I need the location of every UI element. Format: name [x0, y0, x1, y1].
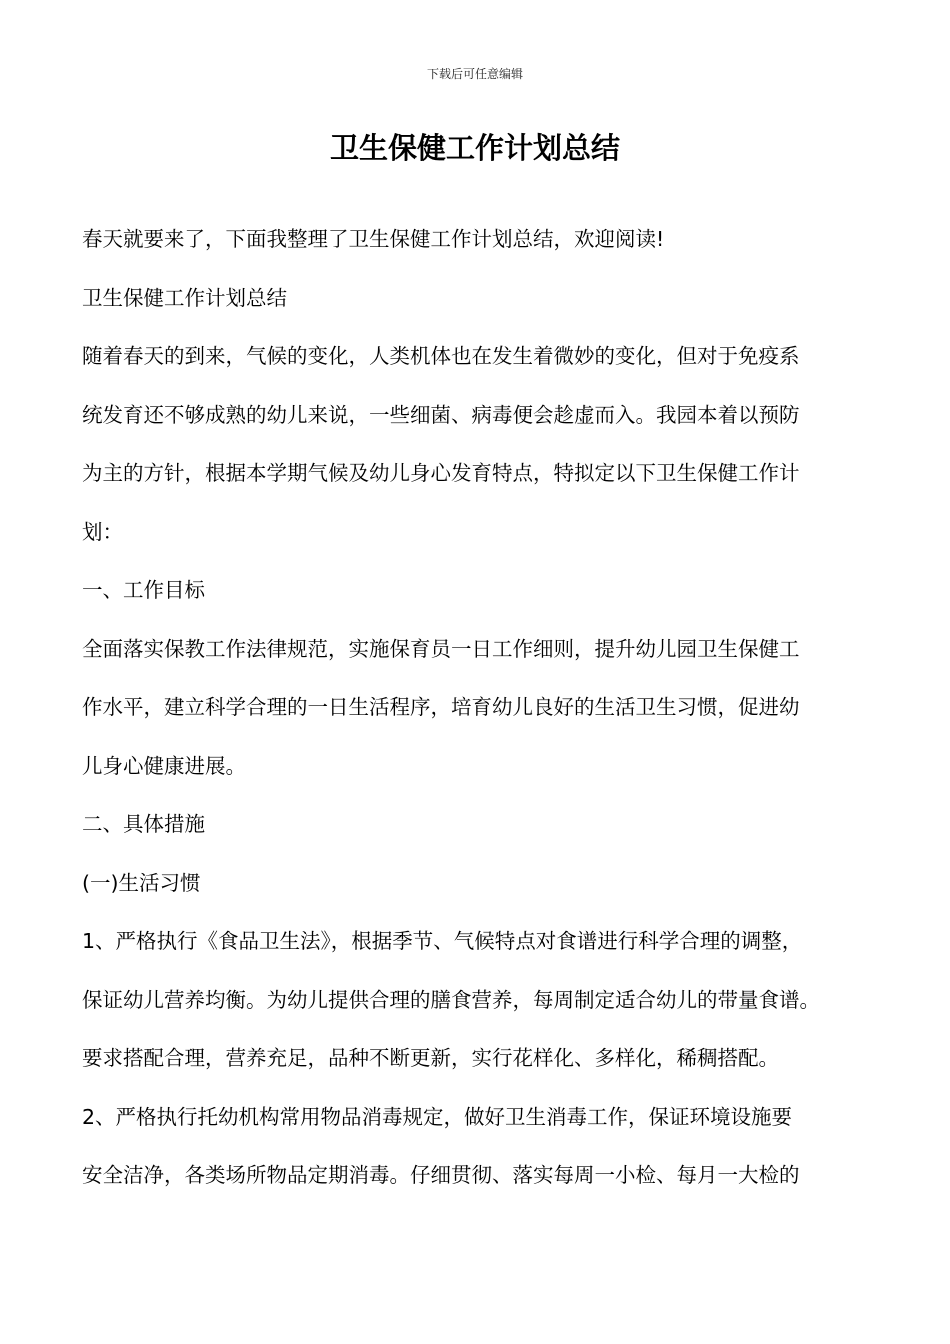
body-line: 2、严格执行托幼机构常用物品消毒规定，做好卫生消毒工作，保证环境设施要 — [82, 1104, 793, 1129]
section-heading-goals: 一、工作目标 — [82, 578, 205, 602]
document-body — [82, 210, 872, 1205]
body-line: 统发育还不够成熟的幼儿来说，一些细菌、病毒便会趁虚而入。我园本着以预防 — [82, 402, 800, 427]
subtitle-line: 卫生保健工作计划总结 — [82, 285, 287, 310]
body-line: 1、严格执行《食品卫生法》，根据季节、气候特点对食谱进行科学合理的调整， — [82, 929, 803, 953]
body-line: 保证幼儿营养均衡。为幼儿提供合理的膳食营养，每周制定适合幼儿的带量食谱。 — [82, 987, 820, 1012]
header-note: 下载后可任意编辑 — [426, 67, 523, 81]
subsection-heading-habits: (一)生活习惯 — [82, 870, 201, 895]
body-line: 随着春天的到来，气候的变化，人类机体也在发生着微妙的变化，但对于免疫系 — [82, 344, 800, 368]
body-line: 划： — [82, 519, 123, 544]
body-line: 儿身心健康进展。 — [82, 753, 246, 778]
body-line: 为主的方针，根据本学期气候及幼儿身心发育特点，特拟定以下卫生保健工作计 — [82, 461, 800, 485]
section-heading-measures: 二、具体措施 — [82, 812, 205, 836]
intro-line: 春天就要来了，下面我整理了卫生保健工作计划总结，欢迎阅读! — [82, 227, 665, 251]
body-line: 安全洁净，各类场所物品定期消毒。仔细贯彻、落实每周一小检、每月一大检的 — [82, 1163, 800, 1187]
document-title: 卫生保健工作计划总结 — [329, 131, 620, 165]
body-line: 作水平，建立科学合理的一日生活程序，培育幼儿良好的生活卫生习惯，促进幼 — [82, 695, 800, 719]
body-line: 要求搭配合理，营养充足，品种不断更新，实行花样化、多样化，稀稠搭配。 — [82, 1046, 779, 1070]
body-line: 全面落实保教工作法律规范，实施保育员一日工作细则，提升幼儿园卫生保健工 — [82, 636, 800, 661]
